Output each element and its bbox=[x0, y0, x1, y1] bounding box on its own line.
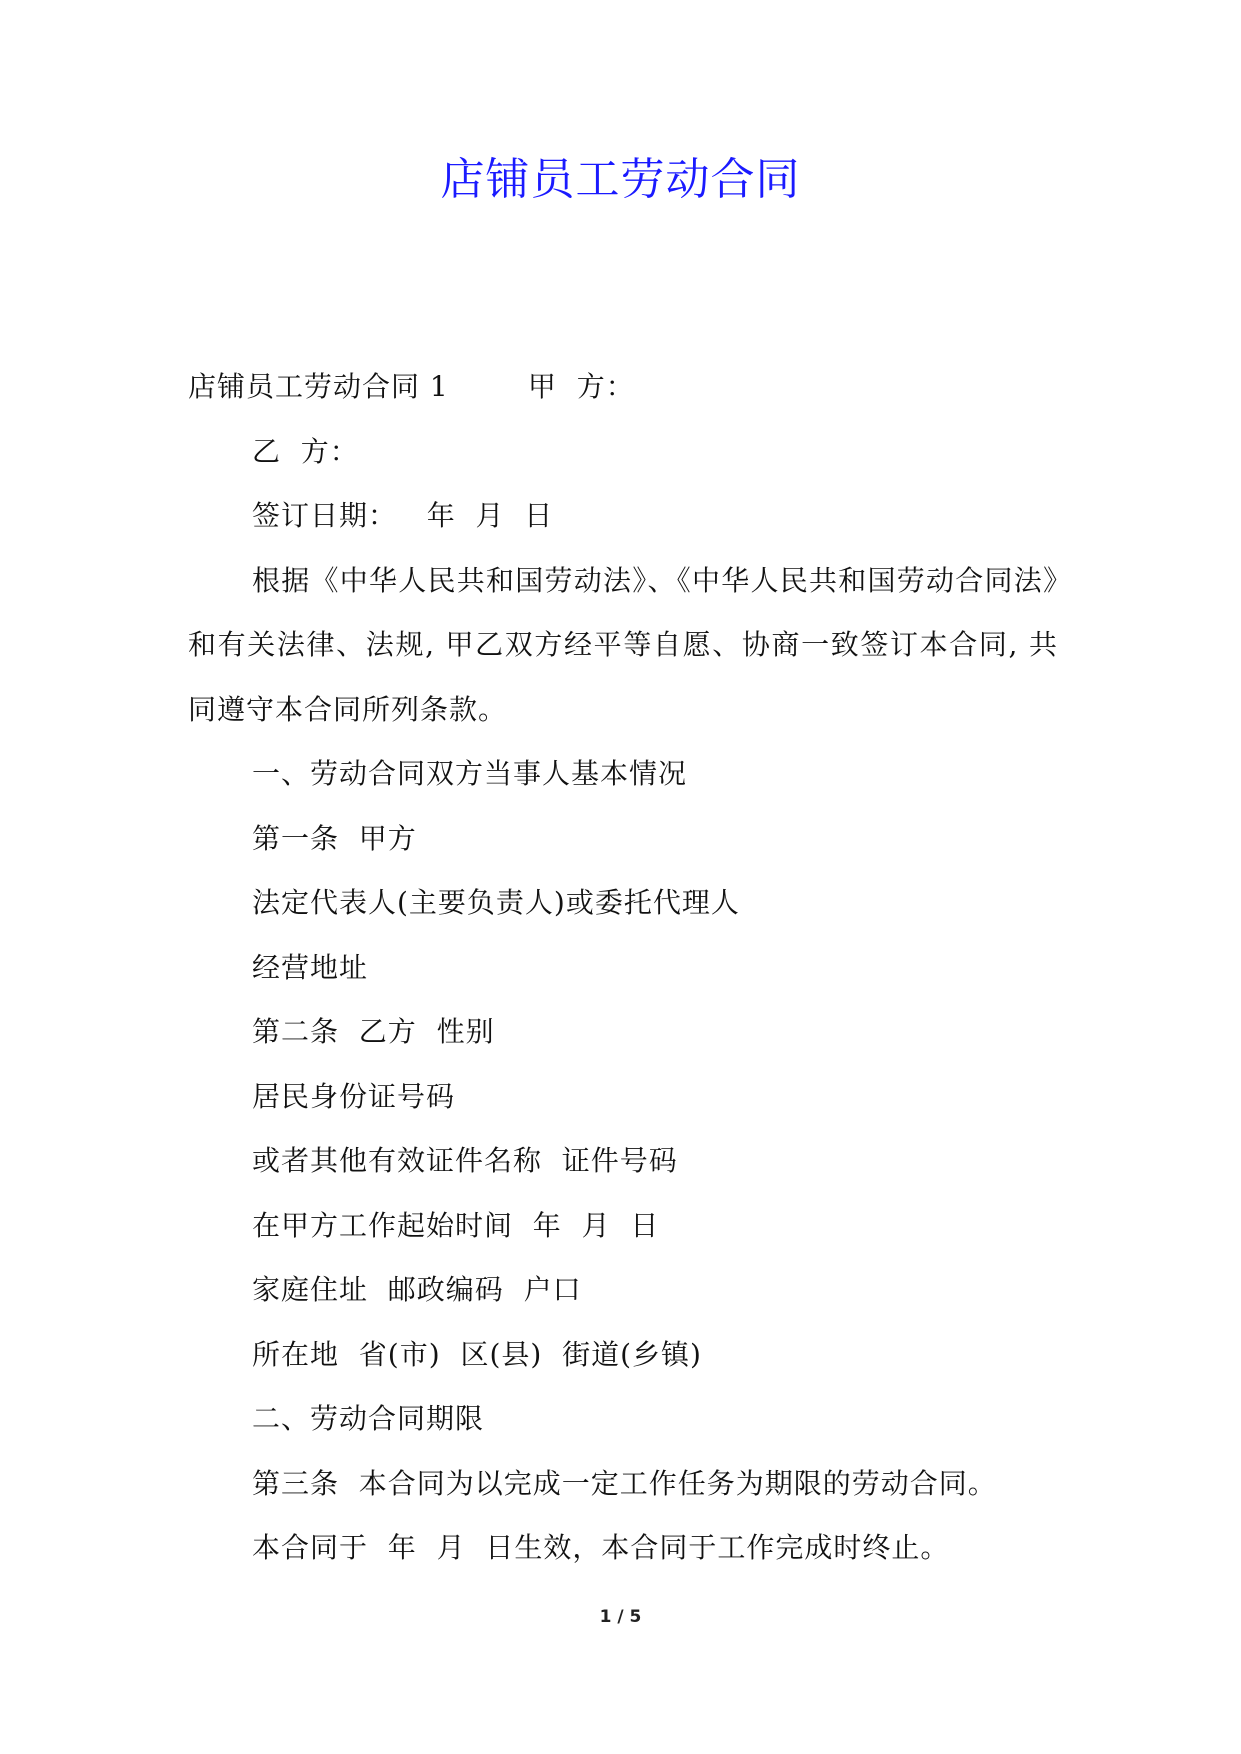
document-body bbox=[188, 355, 1058, 1581]
start-date-line: 在甲方工作起始时间 年 月 日 bbox=[252, 1208, 660, 1242]
business-address-line: 经营地址 bbox=[252, 950, 369, 984]
party-b-line: 乙 方： bbox=[252, 434, 359, 468]
other-id-line: 或者其他有效证件名称 证件号码 bbox=[252, 1144, 678, 1177]
article-1-line: 第一条 甲方 bbox=[252, 821, 417, 855]
section-heading-1: 一、劳动合同双方当事人基本情况 bbox=[252, 757, 688, 790]
home-address-line: 家庭住址 邮政编码 户口 bbox=[252, 1273, 582, 1306]
id-number-line: 居民身份证号码 bbox=[252, 1079, 456, 1113]
preamble-paragraph: 根据《中华人民共和国劳动法》、《中华人民共和国劳动合同法》和有关法律、法规, 甲乙双方经平等自愿、协商一致签订本合同, 共同遵守本合同所列条款。 bbox=[188, 563, 1058, 726]
page-number: 1 / 5 bbox=[599, 1607, 642, 1627]
contract-heading-line: 店铺员工劳动合同 1 甲 方： bbox=[188, 370, 635, 403]
document-title: 店铺员工劳动合同 bbox=[440, 154, 801, 205]
article-3-line: 第三条 本合同为以完成一定工作任务为期限的劳动合同。 bbox=[252, 1466, 997, 1500]
effective-date-line: 本合同于 年 月 日生效，本合同于工作完成时终止。 bbox=[252, 1531, 950, 1564]
article-2-line: 第二条 乙方 性别 bbox=[252, 1015, 495, 1048]
section-heading-2: 二、劳动合同期限 bbox=[252, 1402, 485, 1435]
legal-representative-line: 法定代表人(主要负责人)或委托代理人 bbox=[252, 886, 740, 919]
registered-location-line: 所在地 省(市) 区(县) 街道(乡镇) bbox=[252, 1337, 702, 1371]
signing-date-line: 签订日期： 年 月 日 bbox=[252, 499, 554, 532]
